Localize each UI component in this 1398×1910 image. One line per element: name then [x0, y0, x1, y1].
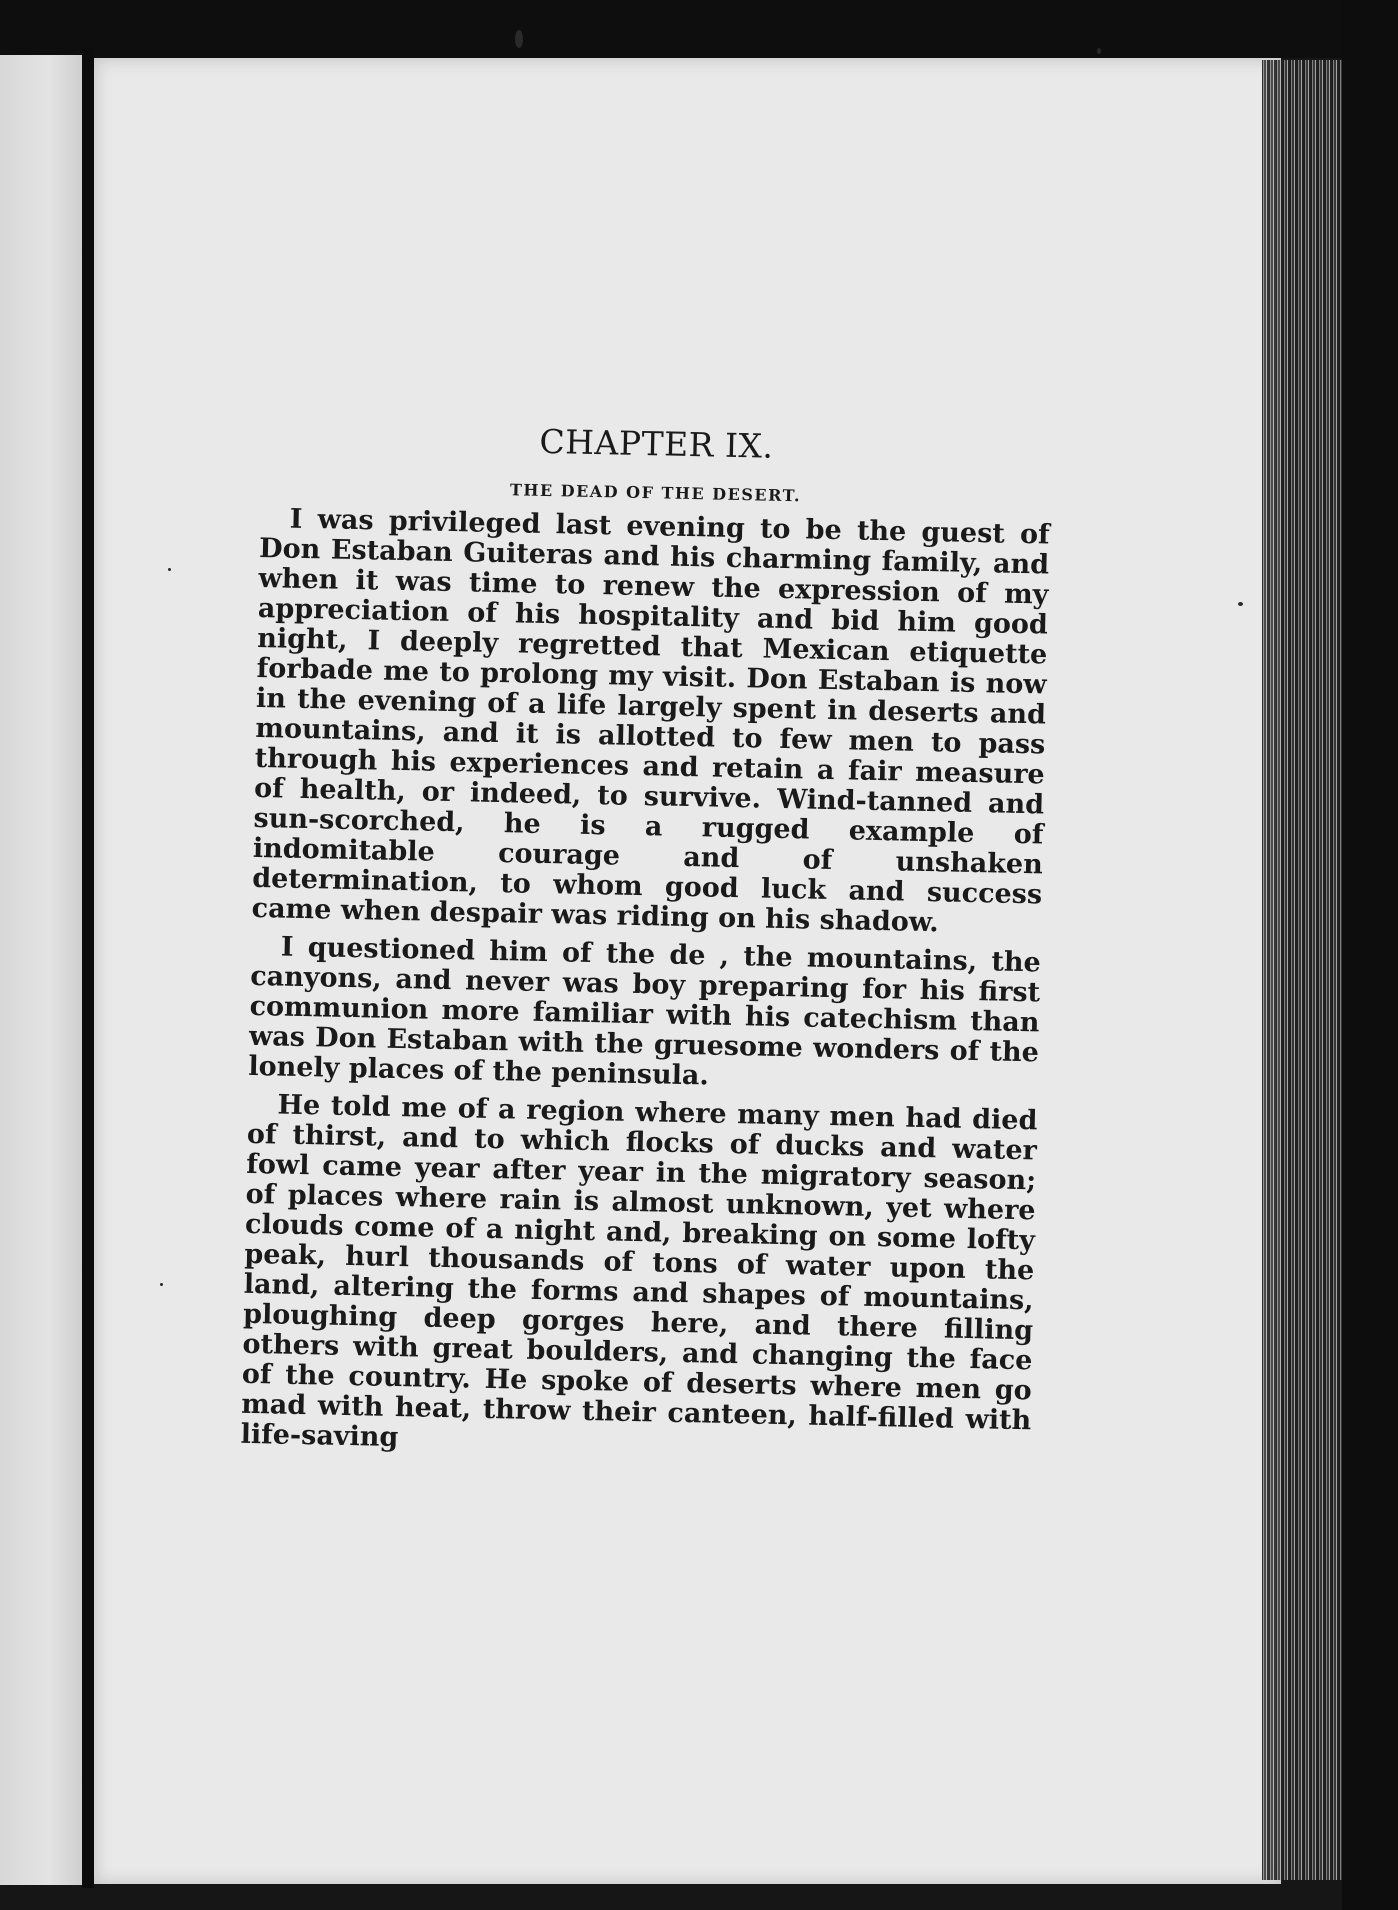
paragraph: I was privileged last evening to be the guest of Don Estaban Guiteras and his charming family, and when it was time to renew the expression of my appreciation of his hospitality and bid him good night, I deeply regretted that Mexican etiquette forbade me to prolong my visit. Don Estaban is now in the evening of a life largely spent in deserts and mountains, and it is allotted to few men to pass through his experiences and retain a fair measure of health, or indeed, to survive. Wind-tanned and sun-scorched, he is a rugged example of indomitable courage and of unshaken determination, to whom good luck and success came when despair was riding on his shadow. — [251, 503, 1051, 939]
scan-top-border — [0, 0, 1398, 58]
scan-speck — [168, 568, 171, 571]
scan-speck — [1097, 48, 1101, 54]
book-gutter — [82, 48, 94, 1888]
page-stack-edge — [1262, 60, 1342, 1880]
chapter-subtitle: THE DEAD OF THE DESERT. — [509, 480, 802, 506]
paragraph: I questioned him of the de , the mountains, the canyons, and never was boy preparing for his first communion more familiar with his catechism than was Don Estaban with the gruesome wonders of the lonely places of the peninsula. — [248, 931, 1042, 1092]
page-text-block — [240, 416, 1052, 1474]
scan-speck — [1238, 602, 1243, 606]
scan-right-border — [1342, 0, 1398, 1910]
paragraph: He told me of a region where many men had died of thirst, and to which flocks of ducks and water fowl came year after year in the migratory season; of places where rain is almost unknown, yet where clouds come of a night and, breaking on some lofty peak, hurl thousands of tons of water upon the land, altering the forms and shapes of mountains, ploughing deep gorges here, and there filling others with great boulders, and changing the face of the country. He spoke of deserts where men go mad with heat, throw their canteen, half-filled with life-saving — [240, 1089, 1038, 1454]
chapter-title: CHAPTER IX. — [539, 421, 774, 466]
left-page-edge — [0, 55, 82, 1885]
scan-speck — [160, 1283, 163, 1286]
scan-speck — [515, 30, 523, 48]
